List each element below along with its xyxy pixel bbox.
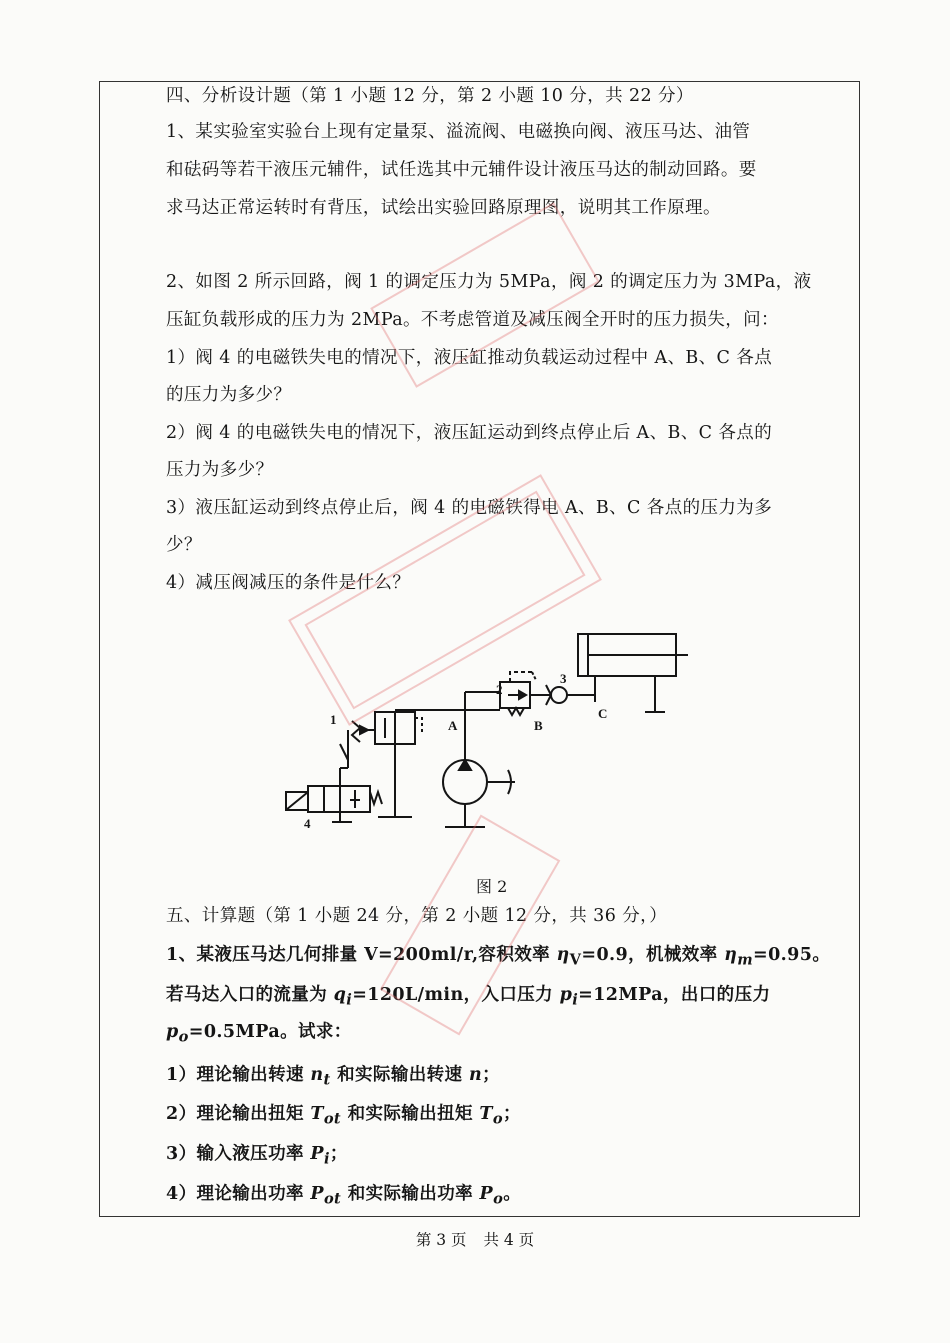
label-valve-4: 4 bbox=[304, 816, 311, 831]
page-footer bbox=[0, 1228, 950, 1250]
q2-sub3-line-2: 少？ bbox=[166, 535, 202, 555]
q1-line-1: 1、某实验室实验台上现有定量泵、溢流阀、电磁换向阀、液压马达、油管 bbox=[166, 122, 751, 142]
calc-q1-line-1: 1、某液压马达几何排量 V=200ml/r,容积效率 $\eta_V=0.9$，机械效率 $\eta_m=0.95$。 bbox=[166, 945, 831, 969]
calc-q1-sub4: 4）理论输出功率 $P_{ot}$ 和实际输出功率 $P_o$。 bbox=[166, 1184, 522, 1208]
q2-sub3-line-1: 3）液压缸运动到终点停止后，阀 4 的电磁铁得电 A、B、C 各点的压力为多 bbox=[166, 498, 773, 518]
figure-caption: 图 2 bbox=[476, 877, 508, 896]
q2-line-1: 2、如图 2 所示回路，阀 1 的调定压力为 5MPa，阀 2 的调定压力为 3MPa，液 bbox=[166, 272, 812, 292]
label-point-b: B bbox=[534, 718, 543, 733]
label-valve-2: 2 bbox=[496, 682, 503, 697]
q2-sub2-line-1: 2）阀 4 的电磁铁失电的情况下，液压缸运动到终点停止后 A、B、C 各点的 bbox=[166, 423, 773, 443]
relief-valve-1 bbox=[340, 712, 422, 760]
section5-heading: 五、计算题（第 1 小题 24 分，第 2 小题 12 分，共 36 分，） bbox=[166, 906, 668, 926]
calc-q1-line-3: $p_o=0.5MPa$。试求： bbox=[166, 1022, 352, 1046]
label-valve-1: 1 bbox=[330, 712, 337, 727]
hydraulic-circuit-diagram bbox=[270, 622, 700, 837]
calc-q1-sub1: 1）理论输出转速 $n_t$ 和实际输出转速 n； bbox=[166, 1065, 500, 1089]
calc-q1-sub2: 2）理论输出扭矩 $T_{ot}$ 和实际输出扭矩 $T_o$； bbox=[166, 1104, 521, 1128]
check-valve-3 bbox=[546, 685, 567, 705]
label-valve-3: 3 bbox=[560, 671, 567, 686]
page-total: 共 4 页 bbox=[483, 1231, 535, 1249]
label-point-c: C bbox=[598, 706, 608, 721]
hydraulic-cylinder bbox=[578, 634, 688, 712]
q2-line-2: 压缸负载形成的压力为 2MPa。不考虑管道及减压阀全开时的压力损失，问： bbox=[166, 310, 779, 330]
q2-sub2-line-2: 压力为多少？ bbox=[166, 460, 274, 480]
page-number: 第 3 页 bbox=[415, 1231, 467, 1249]
hydraulic-pump bbox=[443, 760, 515, 827]
pressure-reducing-valve-2 bbox=[500, 672, 536, 715]
q2-sub1-line-1: 1）阀 4 的电磁铁失电的情况下，液压缸推动负载运动过程中 A、B、C 各点 bbox=[166, 348, 773, 368]
section4-heading: 四、分析设计题（第 1 小题 12 分，第 2 小题 10 分，共 22 分） bbox=[166, 86, 694, 106]
solenoid-valve-4 bbox=[286, 760, 382, 822]
q2-sub1-line-2: 的压力为多少？ bbox=[166, 385, 292, 405]
q1-line-3: 求马达正常运转时有背压，试绘出实验回路原理图，说明其工作原理。 bbox=[166, 198, 721, 218]
calc-q1-sub3: 3）输入液压功率 $P_i$； bbox=[166, 1144, 348, 1168]
q1-line-2: 和砝码等若干液压元辅件，试任选其中元辅件设计液压马达的制动回路。要 bbox=[166, 160, 757, 180]
q2-sub4: 4）减压阀减压的条件是什么？ bbox=[166, 573, 411, 593]
calc-q1-line-2: 若马达入口的流量为 $q_i=120L/\min$，入口压力 $p_i=12MPa$，出口的压力 bbox=[166, 985, 771, 1009]
label-point-a: A bbox=[448, 718, 458, 733]
